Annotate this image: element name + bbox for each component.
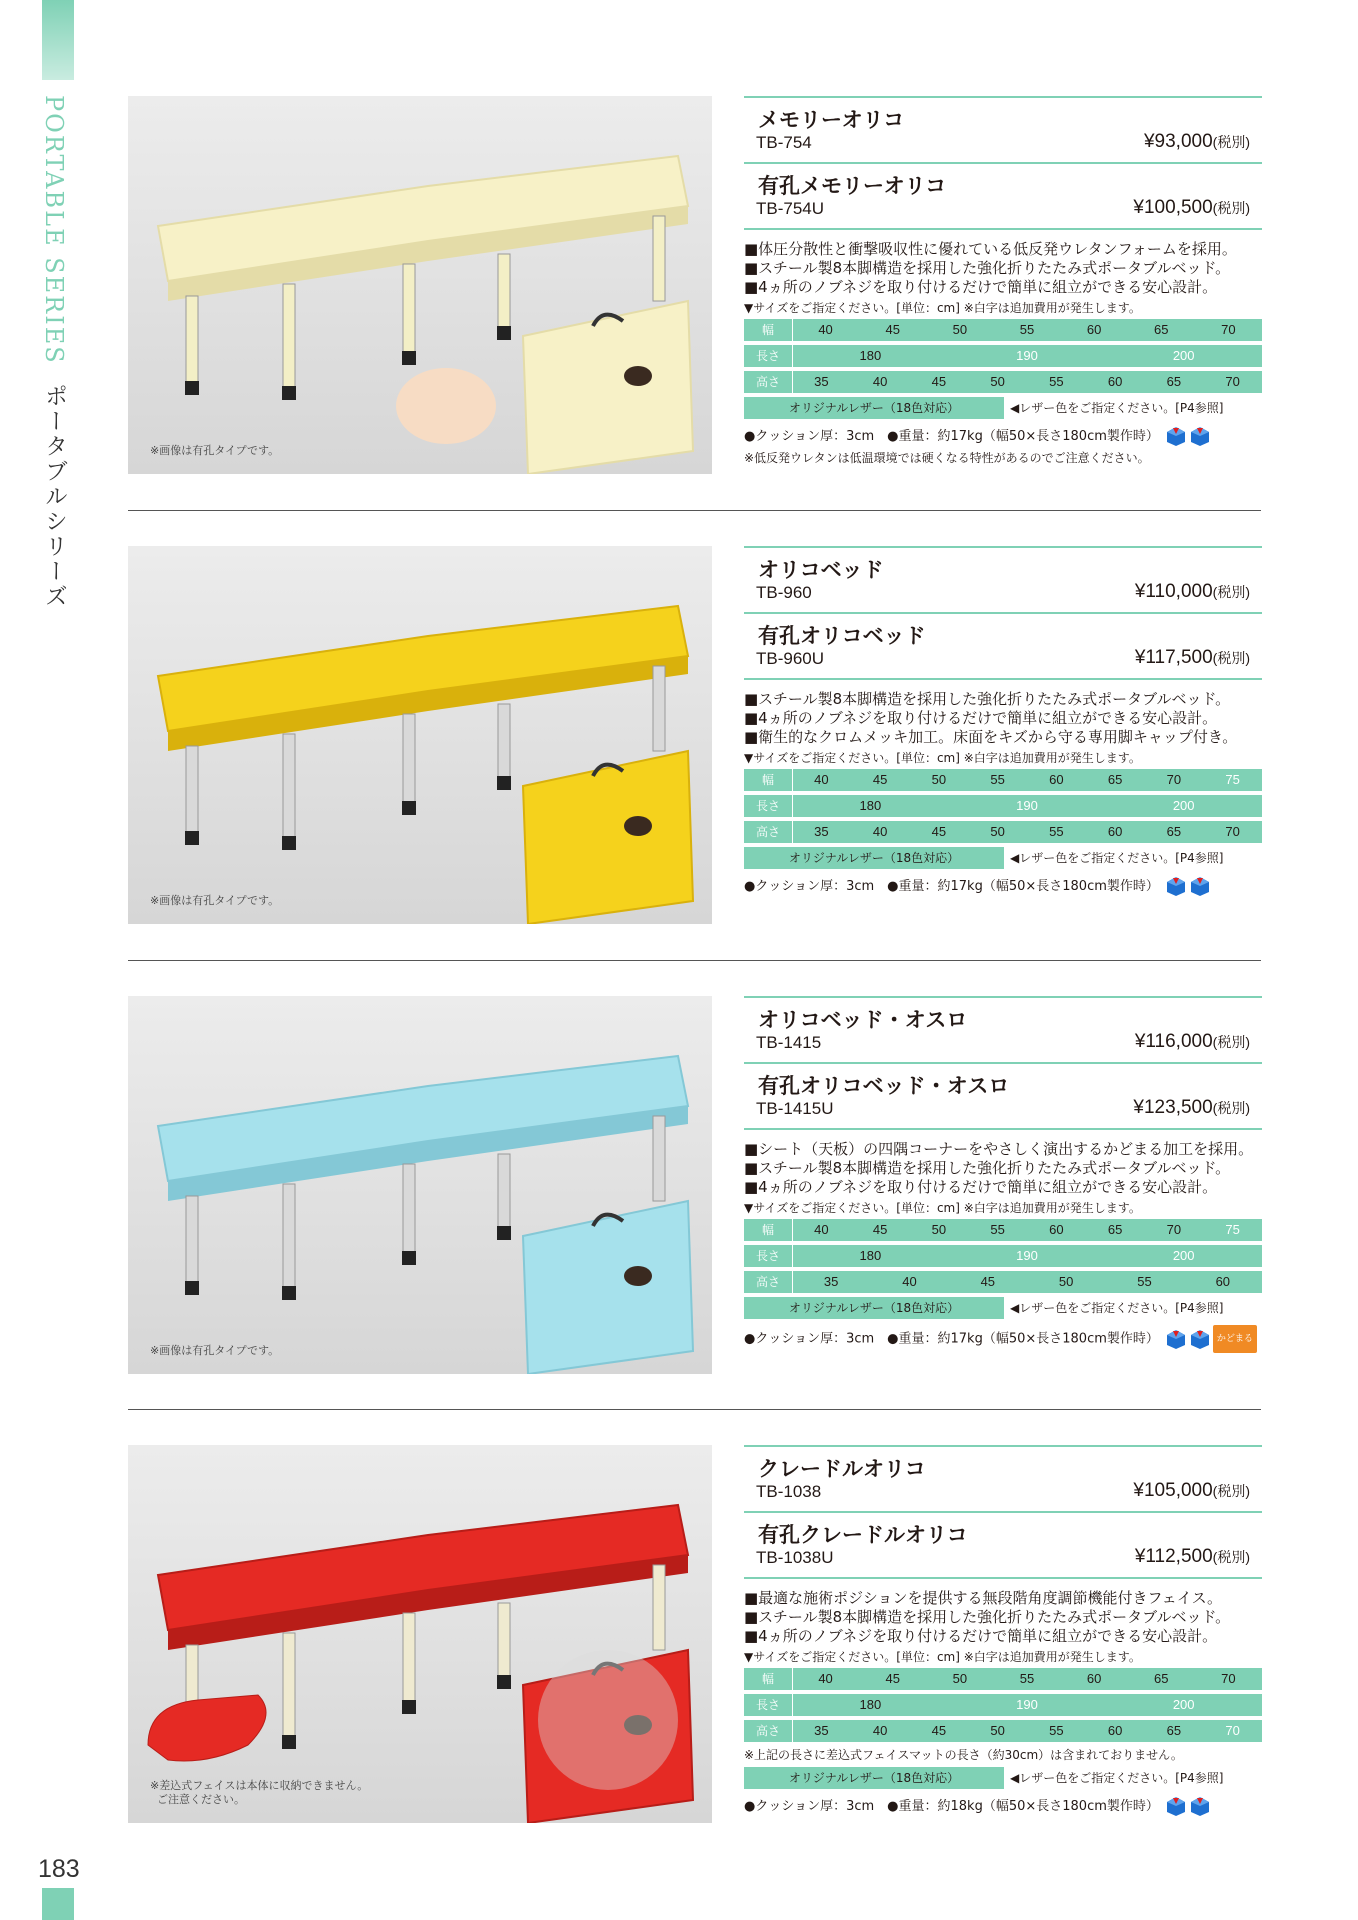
spec-line xyxy=(744,425,1262,447)
bed-leg xyxy=(283,734,295,844)
size-value: 45 xyxy=(885,322,900,337)
size-value: 55 xyxy=(1137,1274,1152,1289)
bed-leg xyxy=(653,1116,665,1201)
price-value: ¥112,500 xyxy=(1134,1546,1213,1567)
product-info xyxy=(744,1445,1262,1817)
size-row xyxy=(744,1219,1262,1241)
leather-row xyxy=(744,1767,1262,1789)
bed-leg xyxy=(186,1196,198,1291)
size-value: 50 xyxy=(990,824,1005,839)
leather-note: ◀レザー色をご指定ください。[P4参照] xyxy=(1010,1301,1224,1315)
face-cradle xyxy=(148,1695,266,1761)
size-row-label: 高さ xyxy=(744,821,793,843)
case-handle-hole xyxy=(624,816,652,836)
product-photo xyxy=(128,996,712,1374)
size-value: 75 xyxy=(1225,772,1240,787)
size-value: 55 xyxy=(990,1222,1005,1237)
size-value: 55 xyxy=(990,772,1005,787)
size-values xyxy=(792,345,1262,367)
size-value: 180 xyxy=(859,1697,882,1712)
size-values xyxy=(792,1694,1262,1716)
case-handle-hole xyxy=(624,366,652,386)
price-value: ¥123,500 xyxy=(1133,1097,1213,1118)
size-value: 50 xyxy=(952,1671,968,1686)
leather-row xyxy=(744,397,1262,419)
size-value: 45 xyxy=(872,1222,888,1237)
size-row xyxy=(744,821,1262,843)
product-section xyxy=(0,546,1358,926)
product-photo xyxy=(128,546,712,924)
folded-case xyxy=(523,1201,693,1374)
cushion-weight: ●クッション厚：3cm ●重量：約18kg（幅50×長さ180cm製作時） xyxy=(744,1798,1159,1814)
size-values xyxy=(792,371,1262,393)
bed-leg xyxy=(403,1613,415,1708)
size-row xyxy=(744,1668,1262,1690)
feature-item: ■4ヵ所のノブネジを取り付けるだけで簡単に組立ができる安心設計。 xyxy=(744,1178,1218,1196)
side-accent-bar-bottom xyxy=(42,1888,74,1920)
photo-note: ※画像は有孔タイプです。 xyxy=(150,894,280,907)
photo-note: ※画像は有孔タイプです。 xyxy=(150,444,280,457)
folded-case xyxy=(523,301,693,474)
size-values xyxy=(792,795,1262,817)
size-value: 45 xyxy=(931,824,947,839)
product-info xyxy=(744,546,1262,897)
size-value: 190 xyxy=(1016,1697,1038,1712)
size-value: 40 xyxy=(872,1723,888,1738)
price-value: ¥117,500 xyxy=(1134,647,1213,668)
size-value: 65 xyxy=(1154,1671,1169,1686)
product-price xyxy=(1135,647,1250,669)
product-entry xyxy=(744,548,1262,612)
product-entry xyxy=(744,614,1262,678)
leather-note: ◀レザー色をご指定ください。[P4参照] xyxy=(1010,851,1224,865)
size-note: ▼サイズをご指定ください。[単位：cm] ※白字は追加費用が発生します。 xyxy=(744,1201,1141,1215)
accent-rule xyxy=(744,1128,1262,1130)
size-value: 200 xyxy=(1172,1248,1195,1263)
size-value: 35 xyxy=(823,1274,839,1289)
bed-icon xyxy=(1165,1795,1187,1817)
leg-cap xyxy=(185,381,199,395)
size-row-label: 長さ xyxy=(744,1245,793,1267)
cushion-weight: ●クッション厚：3cm ●重量：約17kg（幅50×長さ180cm製作時） xyxy=(744,878,1159,894)
bed-icon xyxy=(1189,1795,1211,1817)
size-value: 60 xyxy=(1107,374,1123,389)
size-value: 40 xyxy=(902,1274,917,1289)
bed-leg xyxy=(653,216,665,301)
leather-note: ◀レザー色をご指定ください。[P4参照] xyxy=(1010,401,1224,415)
size-value: 65 xyxy=(1166,374,1182,389)
size-values xyxy=(792,1668,1262,1690)
leather-label: オリジナルレザー（18色対応） xyxy=(744,1297,1004,1319)
size-values xyxy=(792,1271,1262,1293)
size-value: 55 xyxy=(1019,322,1035,337)
feature-item: ■シート（天板）の四隅コーナーをやさしく演出するかどまる加工を採用。 xyxy=(744,1140,1254,1158)
bed-leg xyxy=(653,666,665,751)
case-handle-hole xyxy=(624,1266,652,1286)
size-value: 60 xyxy=(1107,824,1123,839)
product-code: TB-960 xyxy=(756,583,812,602)
product-price xyxy=(1133,1480,1250,1502)
size-row-label: 幅 xyxy=(744,1219,793,1241)
size-row-label: 高さ xyxy=(744,371,793,393)
feature-item: ■4ヵ所のノブネジを取り付けるだけで簡単に組立ができる安心設計。 xyxy=(744,1627,1218,1645)
product-name: オリコベッド・オスロ xyxy=(758,1008,968,1032)
series-title-jp: ポータブルシリーズ xyxy=(41,384,67,610)
tax-note: (税別) xyxy=(1212,1034,1250,1050)
size-value: 70 xyxy=(1166,772,1182,787)
size-value: 40 xyxy=(872,824,888,839)
bed-leg xyxy=(653,1565,665,1650)
size-row-label: 長さ xyxy=(744,795,793,817)
leather-row xyxy=(744,1297,1262,1319)
product-info xyxy=(744,96,1262,466)
product-section xyxy=(0,996,1358,1376)
product-entry xyxy=(744,998,1262,1062)
size-note: ▼サイズをご指定ください。[単位：cm] ※白字は追加費用が発生します。 xyxy=(744,1650,1141,1664)
size-value: 70 xyxy=(1225,374,1240,389)
feature-list xyxy=(744,1140,1262,1197)
leather-label: オリジナルレザー（18色対応） xyxy=(744,847,1004,869)
size-row xyxy=(744,1694,1262,1716)
feature-icons xyxy=(1165,1795,1213,1818)
photo-note: ※差込式フェイスは本体に収納できません。 ご注意ください。 xyxy=(150,1779,369,1806)
price-value: ¥105,000 xyxy=(1133,1480,1213,1501)
size-table xyxy=(744,1219,1262,1293)
feature-icons xyxy=(1165,425,1213,448)
kadomaru-badge: かどまる xyxy=(1213,1325,1257,1353)
bed-icon xyxy=(1189,1328,1211,1350)
size-values xyxy=(792,1219,1262,1241)
size-row xyxy=(744,1245,1262,1267)
leg-cap xyxy=(497,326,511,340)
size-value: 180 xyxy=(859,348,882,363)
feature-item: ■スチール製8本脚構造を採用した強化折りたたみ式ポータブルベッド。 xyxy=(744,259,1231,277)
product-code: TB-1038U xyxy=(756,1548,834,1567)
size-value: 40 xyxy=(818,1671,833,1686)
price-value: ¥110,000 xyxy=(1134,581,1213,602)
feature-item: ■体圧分散性と衝撃吸収性に優れている低反発ウレタンフォームを採用。 xyxy=(744,240,1237,258)
size-row-label: 高さ xyxy=(744,1720,793,1742)
size-value: 55 xyxy=(1049,1723,1064,1738)
leg-cap xyxy=(402,1251,416,1265)
size-value: 40 xyxy=(814,772,829,787)
feature-item: ■スチール製8本脚構造を採用した強化折りたたみ式ポータブルベッド。 xyxy=(744,1608,1231,1626)
bed-icon xyxy=(1189,875,1211,897)
size-value: 60 xyxy=(1086,322,1102,337)
size-value: 65 xyxy=(1107,772,1123,787)
price-value: ¥100,500 xyxy=(1133,197,1213,218)
product-entry xyxy=(744,1513,1262,1577)
size-table xyxy=(744,1668,1262,1742)
size-value: 40 xyxy=(818,322,833,337)
bed-leg xyxy=(283,284,295,394)
accent-rule xyxy=(744,1577,1262,1579)
accent-rule xyxy=(744,228,1262,230)
size-value: 45 xyxy=(872,772,888,787)
feature-icons xyxy=(1165,875,1213,898)
size-value: 45 xyxy=(931,374,947,389)
product-price xyxy=(1135,1031,1250,1053)
bed-leg xyxy=(403,1164,415,1259)
size-value: 35 xyxy=(814,1723,829,1738)
leather-row xyxy=(744,847,1262,869)
tax-note: (税別) xyxy=(1212,1483,1250,1499)
product-photo xyxy=(128,96,712,474)
size-value: 200 xyxy=(1172,348,1195,363)
foam-sample xyxy=(396,368,496,444)
product-code: TB-1038 xyxy=(756,1482,822,1501)
spec-line xyxy=(744,875,1262,897)
product-price xyxy=(1133,197,1250,219)
size-value: 200 xyxy=(1172,1697,1195,1712)
product-code: TB-754U xyxy=(756,199,825,218)
product-name: 有孔メモリーオリコ xyxy=(758,174,947,198)
bed-photo-svg xyxy=(128,546,712,924)
product-name: メモリーオリコ xyxy=(758,108,905,132)
size-value: 40 xyxy=(814,1222,829,1237)
size-values xyxy=(792,821,1262,843)
tax-note: (税別) xyxy=(1212,650,1250,666)
price-value: ¥93,000 xyxy=(1143,131,1213,152)
size-value: 50 xyxy=(1058,1274,1074,1289)
bed-leg xyxy=(498,254,510,334)
feature-item: ■最適な施術ポジションを提供する無段階角度調節機能付きフェイス。 xyxy=(744,1589,1223,1607)
leg-cap xyxy=(185,831,199,845)
size-value: 35 xyxy=(814,374,829,389)
product-price xyxy=(1135,581,1250,603)
leg-cap xyxy=(185,1281,199,1295)
size-value: 65 xyxy=(1166,824,1182,839)
size-value: 70 xyxy=(1225,824,1240,839)
product-entry xyxy=(744,164,1262,228)
size-value: 190 xyxy=(1016,348,1038,363)
product-price xyxy=(1133,1097,1250,1119)
size-values xyxy=(792,1720,1262,1742)
size-value: 180 xyxy=(859,798,882,813)
size-table xyxy=(744,769,1262,843)
leg-cap xyxy=(497,1226,511,1240)
size-value: 55 xyxy=(1049,374,1064,389)
cushion-weight: ●クッション厚：3cm ●重量：約17kg（幅50×長さ180cm製作時） xyxy=(744,1331,1159,1347)
leg-cap xyxy=(402,801,416,815)
series-title-en: PORTABLE SERIES xyxy=(40,95,68,365)
accent-rule xyxy=(744,678,1262,680)
size-row-label: 幅 xyxy=(744,769,793,791)
bed-leg xyxy=(186,296,198,391)
size-value: 45 xyxy=(931,1723,947,1738)
bed-icon xyxy=(1165,425,1187,447)
feature-list xyxy=(744,690,1262,747)
size-value: 190 xyxy=(1016,1248,1038,1263)
size-table xyxy=(744,319,1262,393)
product-code: TB-754 xyxy=(756,133,812,152)
bed-leg xyxy=(498,704,510,784)
bed-leg xyxy=(283,1184,295,1294)
product-name: オリコベッド xyxy=(758,558,884,582)
size-value: 75 xyxy=(1225,1222,1240,1237)
price-value: ¥116,000 xyxy=(1134,1031,1213,1052)
size-value: 40 xyxy=(872,374,888,389)
size-value: 60 xyxy=(1049,1222,1064,1237)
size-value: 45 xyxy=(885,1671,900,1686)
size-values xyxy=(792,1245,1262,1267)
feature-icons xyxy=(1165,1325,1257,1353)
leg-cap xyxy=(282,1735,296,1749)
cushion-weight: ●クッション厚：3cm ●重量：約17kg（幅50×長さ180cm製作時） xyxy=(744,428,1159,444)
size-value: 200 xyxy=(1172,798,1195,813)
leather-label: オリジナルレザー（18色対応） xyxy=(744,1767,1004,1789)
length-note: ※上記の長さに差込式フェイスマットの長さ（約30cm）は含まれておりません。 xyxy=(744,1748,1183,1762)
leg-cap xyxy=(282,1286,296,1300)
bed-photo-svg xyxy=(128,96,712,474)
product-section xyxy=(0,1445,1358,1825)
product-code: TB-960U xyxy=(756,649,825,668)
size-value: 70 xyxy=(1225,1723,1240,1738)
product-entry xyxy=(744,1064,1262,1128)
size-value: 70 xyxy=(1221,322,1236,337)
product-info xyxy=(744,996,1262,1347)
size-value: 50 xyxy=(990,374,1005,389)
size-value: 60 xyxy=(1215,1274,1231,1289)
size-row-label: 高さ xyxy=(744,1271,793,1293)
leather-note: ◀レザー色をご指定ください。[P4参照] xyxy=(1010,1771,1224,1785)
product-code: TB-1415U xyxy=(756,1099,834,1118)
size-row xyxy=(744,769,1262,791)
folded-case xyxy=(523,751,693,924)
side-accent-bar xyxy=(42,0,74,80)
size-value: 65 xyxy=(1107,1222,1123,1237)
feature-item: ■スチール製8本脚構造を採用した強化折りたたみ式ポータブルベッド。 xyxy=(744,1159,1231,1177)
leg-cap xyxy=(282,386,296,400)
leg-cap xyxy=(497,776,511,790)
leather-label: オリジナルレザー（18色対応） xyxy=(744,397,1004,419)
size-value: 55 xyxy=(1019,1671,1035,1686)
product-name: 有孔オリコベッド・オスロ xyxy=(758,1074,1010,1098)
product-name: クレードルオリコ xyxy=(758,1457,926,1481)
size-value: 70 xyxy=(1166,1222,1182,1237)
feature-item: ■スチール製8本脚構造を採用した強化折りたたみ式ポータブルベッド。 xyxy=(744,690,1231,708)
size-note: ▼サイズをご指定ください。[単位：cm] ※白字は追加費用が発生します。 xyxy=(744,751,1141,765)
face-detail-circle xyxy=(538,1650,678,1790)
bed-icon xyxy=(1165,1328,1187,1350)
section-divider xyxy=(128,960,1261,961)
size-row-label: 長さ xyxy=(744,345,793,367)
leg-cap xyxy=(402,1700,416,1714)
tax-note: (税別) xyxy=(1212,584,1250,600)
spec-line xyxy=(744,1795,1262,1817)
feature-item: ■4ヵ所のノブネジを取り付けるだけで簡単に組立ができる安心設計。 xyxy=(744,278,1218,296)
product-entry xyxy=(744,98,1262,162)
bed-photo-svg xyxy=(128,1445,712,1823)
feature-item: ■4ヵ所のノブネジを取り付けるだけで簡単に組立ができる安心設計。 xyxy=(744,709,1218,727)
leg-cap xyxy=(402,351,416,365)
size-value: 35 xyxy=(814,824,829,839)
bed-leg xyxy=(498,1154,510,1234)
page-number: 183 xyxy=(38,1855,80,1883)
feature-item: ■衛生的なクロムメッキ加工。床面をキズから守る専用脚キャップ付き。 xyxy=(744,728,1238,746)
product-code: TB-1415 xyxy=(756,1033,822,1052)
tax-note: (税別) xyxy=(1212,1549,1250,1565)
size-row-label: 幅 xyxy=(744,1668,793,1690)
size-row xyxy=(744,319,1262,341)
product-photo xyxy=(128,1445,712,1823)
size-row xyxy=(744,795,1262,817)
size-values xyxy=(792,319,1262,341)
size-value: 65 xyxy=(1166,1723,1182,1738)
size-value: 180 xyxy=(859,1248,882,1263)
bed-leg xyxy=(498,1603,510,1683)
bed-photo-svg xyxy=(128,996,712,1374)
product-name: 有孔オリコベッド xyxy=(758,624,926,648)
size-value: 60 xyxy=(1086,1671,1102,1686)
size-row xyxy=(744,345,1262,367)
section-divider xyxy=(128,510,1261,511)
product-section xyxy=(0,96,1358,476)
spec-line xyxy=(744,1325,1262,1347)
product-name: 有孔クレードルオリコ xyxy=(758,1523,968,1547)
size-value: 50 xyxy=(931,772,947,787)
size-row xyxy=(744,1271,1262,1293)
bed-leg xyxy=(283,1633,295,1743)
size-value: 50 xyxy=(931,1222,947,1237)
size-value: 70 xyxy=(1221,1671,1236,1686)
bed-leg xyxy=(403,264,415,359)
bed-leg xyxy=(403,714,415,809)
bed-icon xyxy=(1189,425,1211,447)
bed-icon xyxy=(1165,875,1187,897)
size-value: 55 xyxy=(1049,824,1064,839)
size-value: 190 xyxy=(1016,798,1038,813)
bed-leg xyxy=(186,746,198,841)
tax-note: (税別) xyxy=(1212,134,1250,150)
size-value: 60 xyxy=(1049,772,1064,787)
size-value: 45 xyxy=(980,1274,996,1289)
leg-cap xyxy=(497,1675,511,1689)
tax-note: (税別) xyxy=(1212,200,1250,216)
feature-list xyxy=(744,240,1262,297)
product-entry xyxy=(744,1447,1262,1511)
product-price xyxy=(1144,131,1250,153)
size-row xyxy=(744,371,1262,393)
size-row-label: 幅 xyxy=(744,319,793,341)
product-price xyxy=(1135,1546,1250,1568)
size-value: 50 xyxy=(990,1723,1005,1738)
section-divider xyxy=(128,1409,1261,1410)
feature-list xyxy=(744,1589,1262,1646)
size-row-label: 長さ xyxy=(744,1694,793,1716)
size-note: ▼サイズをご指定ください。[単位：cm] ※白字は追加費用が発生します。 xyxy=(744,301,1141,315)
size-value: 50 xyxy=(952,322,968,337)
photo-note: ※画像は有孔タイプです。 xyxy=(150,1344,280,1357)
leg-cap xyxy=(282,836,296,850)
size-value: 65 xyxy=(1154,322,1169,337)
tax-note: (税別) xyxy=(1212,1100,1250,1116)
size-values xyxy=(792,769,1262,791)
size-row xyxy=(744,1720,1262,1742)
size-value: 60 xyxy=(1107,1723,1123,1738)
caution-note: ※低反発ウレタンは低温環境では硬くなる特性があるのでご注意ください。 xyxy=(744,451,1150,465)
